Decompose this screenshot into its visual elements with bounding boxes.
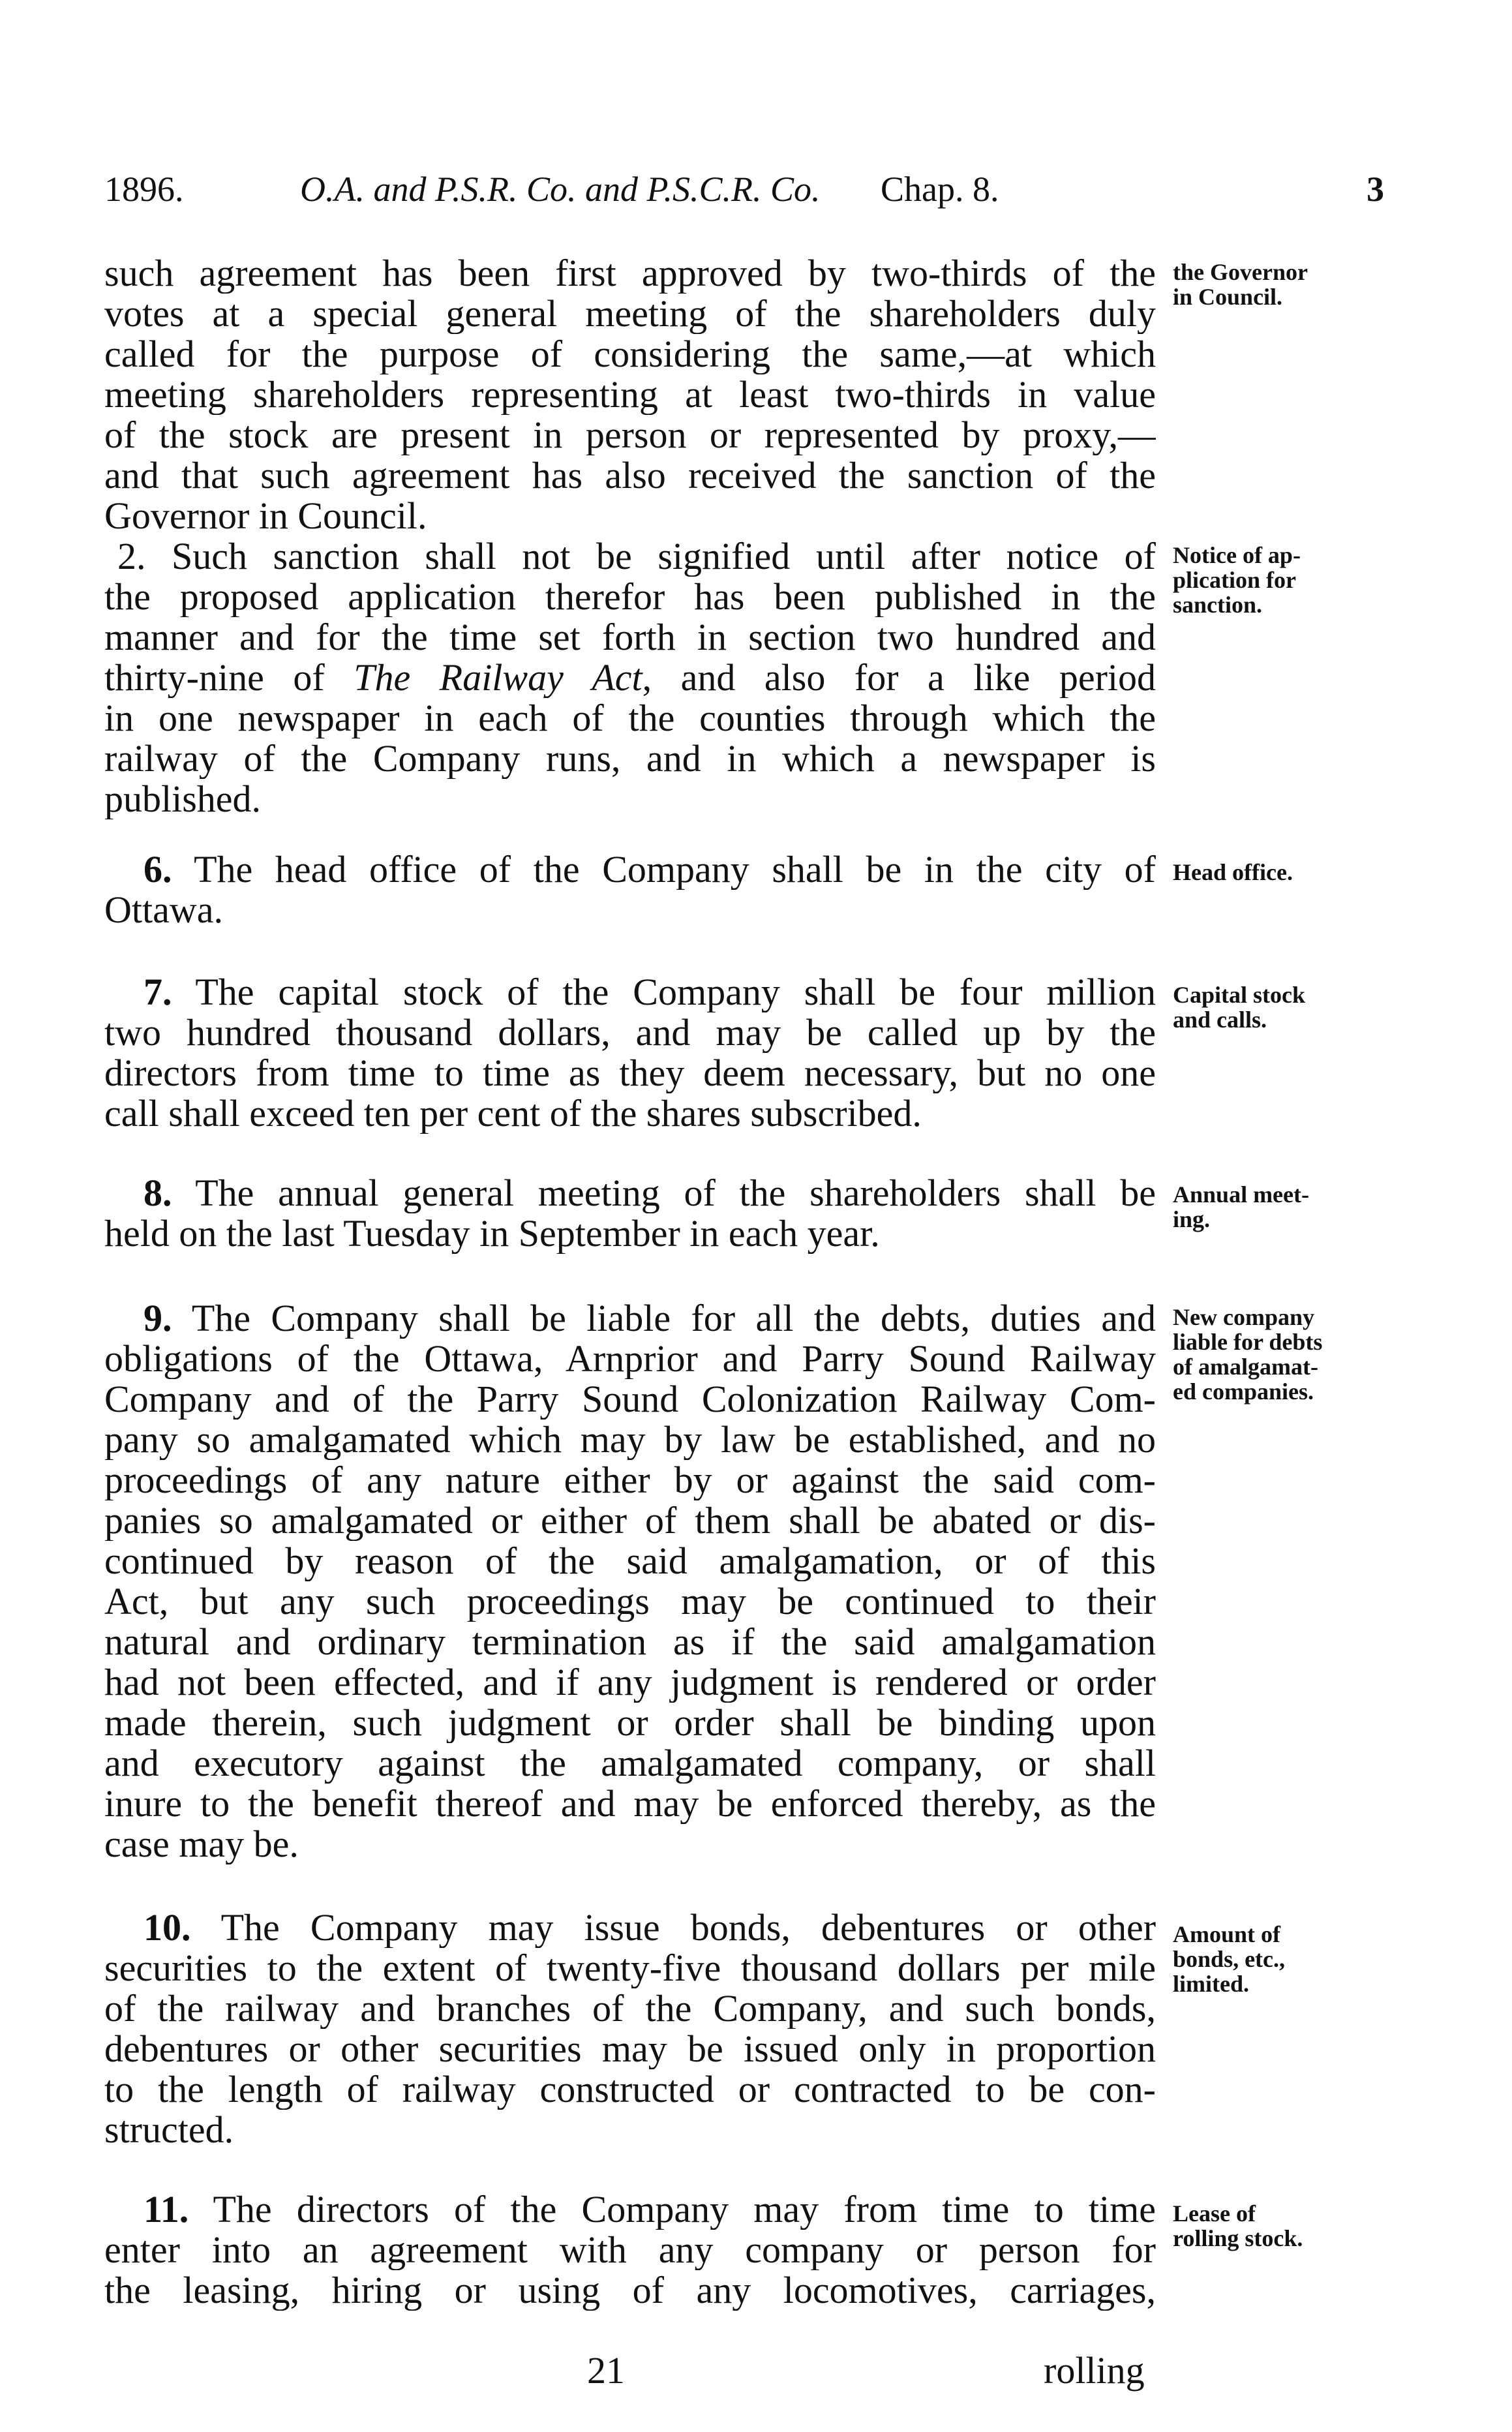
text-line: Governor in Council.	[104, 496, 427, 536]
text-line: enter into an agreement with any company or person for	[104, 2230, 1156, 2270]
text-line: obligations of the Ottawa, Arnprior and Parry Sound Railway	[104, 1339, 1156, 1379]
signature-mark: 21	[587, 2349, 625, 2392]
margin-line: and calls.	[1173, 1007, 1267, 1033]
section-number: 11.	[144, 2189, 189, 2230]
margin-note-amount-of-bonds	[1173, 1922, 1388, 1996]
margin-line: plication for	[1173, 567, 1296, 593]
text-line: meeting shareholders representing at least two-thirds in value	[104, 374, 1156, 415]
catchword: rolling	[1044, 2349, 1145, 2392]
text-line: the leasing, hiring or using of any locomotives, carriages,	[104, 2270, 1156, 2311]
margin-line: Amount of	[1173, 1921, 1281, 1947]
text-line: manner and for the time set forth in section two hundred and	[104, 617, 1156, 658]
text-line: debentures or other securities may be issued only in proportion	[104, 2029, 1156, 2069]
section-7	[104, 972, 1156, 1134]
text-fragment: The capital stock of the Company shall be four million	[195, 972, 1156, 1012]
section-number: 10.	[144, 1908, 191, 1948]
text-line	[104, 972, 1156, 1012]
text-line: in one newspaper in each of the counties through which the	[104, 698, 1156, 738]
margin-note-new-company-liable	[1173, 1305, 1388, 1404]
section-11	[104, 2189, 1156, 2311]
margin-line: rolling stock.	[1173, 2225, 1303, 2251]
text-line: had not been effected, and if any judgment is rendered or order	[104, 1662, 1156, 1703]
section-number: 6.	[144, 849, 172, 890]
margin-line: of amalgamat-	[1173, 1354, 1318, 1380]
text-line: case may be.	[104, 1824, 299, 1864]
section-9	[104, 1298, 1156, 1864]
text-line: proceedings of any nature either by or against the said com-	[104, 1460, 1156, 1500]
text-line: of the stock are present in person or represented by proxy,—	[104, 415, 1156, 455]
text-line: published.	[104, 779, 262, 819]
text-fragment: The Company may issue bonds, debentures or other	[220, 1908, 1156, 1948]
text-fragment: , and also for a like period	[642, 658, 1156, 698]
margin-note-capital-stock	[1173, 982, 1388, 1032]
margin-note-annual-meeting	[1173, 1182, 1388, 1232]
act-title: The Railway Act	[354, 658, 643, 698]
header-title: O.A. and P.S.R. Co. and P.S.C.R. Co.	[300, 170, 821, 209]
text-line: held on the last Tuesday in September in each year.	[104, 1213, 880, 1254]
text-line: railway of the Company runs, and in which a newspaper is	[104, 738, 1156, 779]
text-line: and executory against the amalgamated company, or shall	[104, 1743, 1156, 1784]
header-chapter: Chap. 8.	[881, 170, 999, 209]
text-line	[104, 1908, 1156, 1948]
margin-line: Capital stock	[1173, 982, 1306, 1008]
text-line: structed.	[104, 2110, 234, 2150]
text-line: pany so amalgamated which may by law be established, and no	[104, 1420, 1156, 1460]
margin-line: limited.	[1173, 1971, 1249, 1997]
text-line: Company and of the Parry Sound Colonization Railway Com-	[104, 1379, 1156, 1420]
margin-line: ed companies.	[1173, 1378, 1314, 1405]
text-fragment: The annual general meeting of the shareholders shall be	[195, 1173, 1156, 1213]
text-line: directors from time to time as they deem necessary, but no one	[104, 1053, 1156, 1093]
paragraph-section-5-2	[104, 536, 1156, 819]
text-line: the proposed application therefor has been published in the	[104, 577, 1156, 617]
section-number: 8.	[144, 1173, 172, 1213]
text-line	[104, 1173, 1156, 1213]
text-line: securities to the extent of twenty-five thousand dollars per mile	[104, 1948, 1156, 1988]
text-line: Act, but any such proceedings may be continued to their	[104, 1581, 1156, 1622]
text-line: inure to the benefit thereof and may be enforced thereby, as the	[104, 1784, 1156, 1824]
text-line: called for the purpose of considering the same,—at which	[104, 334, 1156, 374]
section-number: 9.	[144, 1298, 172, 1339]
margin-line: Lease of	[1173, 2200, 1256, 2227]
margin-line: liable for debts	[1173, 1329, 1323, 1355]
margin-line: New company	[1173, 1304, 1314, 1330]
text-line: 2. Such sanction shall not be signified until after notice of	[117, 536, 1156, 577]
text-line: call shall exceed ten per cent of the shares subscribed.	[104, 1093, 922, 1134]
text-line: such agreement has been first approved by two-thirds of the	[104, 253, 1156, 294]
margin-line: Annual meet-	[1173, 1181, 1309, 1208]
text-line: two hundred thousand dollars, and may be called up by the	[104, 1012, 1156, 1053]
margin-line: Notice of ap-	[1173, 542, 1301, 568]
text-fragment: thirty-nine of	[104, 658, 325, 698]
text-line: to the length of railway constructed or contracted to be con-	[104, 2069, 1156, 2110]
text-fragment: The Company shall be liable for all the debts, duties and	[191, 1298, 1156, 1339]
text-fragment: The directors of the Company may from time to time	[213, 2189, 1156, 2230]
text-line: continued by reason of the said amalgamation, or of this	[104, 1541, 1156, 1581]
margin-note-notice-of-application	[1173, 543, 1388, 617]
margin-line: bonds, etc.,	[1173, 1946, 1286, 1972]
text-line: and that such agreement has also received the sanction of the	[104, 455, 1156, 496]
text-line	[104, 1298, 1156, 1339]
margin-line: sanction.	[1173, 592, 1263, 618]
margin-note-governor-in-council	[1173, 260, 1388, 309]
text-line	[104, 2189, 1156, 2230]
text-line: of the railway and branches of the Company, and such bonds,	[104, 1988, 1156, 2029]
text-fragment: The head office of the Company shall be in the city of	[194, 849, 1156, 890]
header-year: 1896.	[104, 170, 184, 209]
text-line	[104, 849, 1156, 890]
text-line: natural and ordinary termination as if the said amalgamation	[104, 1622, 1156, 1662]
section-6	[104, 849, 1156, 930]
margin-line: ing.	[1173, 1206, 1211, 1232]
margin-note-lease-of-rolling-stock	[1173, 2201, 1388, 2251]
margin-line: Head office.	[1173, 859, 1293, 885]
section-10	[104, 1908, 1156, 2150]
text-line: panies so amalgamated or either of them shall be abated or dis-	[104, 1500, 1156, 1541]
header-page-number: 3	[1367, 170, 1384, 209]
margin-line: in Council.	[1173, 284, 1283, 310]
text-line: Ottawa.	[104, 890, 223, 930]
margin-line: the Governor	[1173, 259, 1308, 285]
margin-note-head-office	[1173, 860, 1388, 885]
text-line	[104, 658, 1156, 698]
section-number: 7.	[144, 972, 172, 1012]
text-line: made therein, such judgment or order shall be binding upon	[104, 1703, 1156, 1743]
text-line: votes at a special general meeting of the shareholders duly	[104, 294, 1156, 334]
paragraph-section-5-1	[104, 253, 1156, 536]
section-8	[104, 1173, 1156, 1254]
